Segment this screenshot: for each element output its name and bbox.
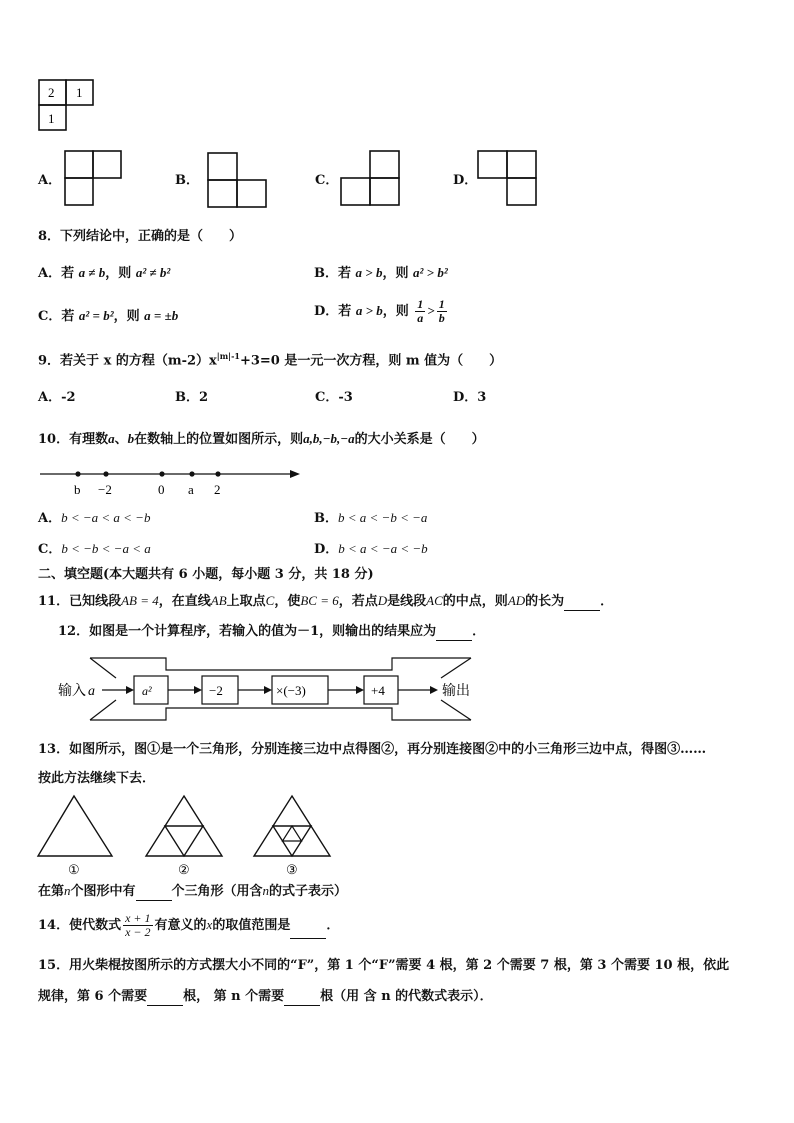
- q15-answer-blank-1: [147, 991, 183, 1006]
- box-minus2: −2: [209, 683, 223, 698]
- figure-label-2: ②: [178, 862, 190, 877]
- q7-option-d-label: D．: [453, 173, 478, 188]
- q13-answer-blank: [136, 886, 172, 901]
- q15-line2: 规律，第 6 个需要 根， 第 n 个需要 根（用 含 n 的代数式表示）．: [38, 989, 493, 1004]
- q10-option-c: C．b < −b < −a < a: [38, 541, 151, 557]
- axis-label-0: 0: [158, 482, 165, 497]
- q10-option-b: B．b < a < −b < −a: [314, 510, 428, 526]
- fraction-1-over-b: $\frac{1}{b}$: [438, 297, 445, 325]
- q8-option-b: B．若 a > b，则 a² > b²: [314, 265, 448, 281]
- q7-option-d-figure: [477, 150, 539, 208]
- input-label: 输入: [58, 684, 86, 699]
- q8-option-d: D．若 a > b，则 $\frac{1}{a}$ > $\frac{1}{b}$: [314, 297, 445, 325]
- q8-stem: 8．下列结论中，正确的是（ ）: [38, 229, 243, 244]
- q8-option-c: C．若 a² = b²，则 a = ±b: [38, 308, 179, 324]
- q15-answer-blank-2: [284, 991, 320, 1006]
- triangle-figures: [36, 794, 336, 878]
- output-label: 输出: [442, 684, 470, 699]
- q15-line1: 15．用火柴棍按图所示的方式摆大小不同的“F”，第 1 个“F”需要 4 根，第 2 个需要 7 根，第 3 个需要 10 根，依此: [38, 958, 730, 973]
- cell-c: 1: [48, 111, 55, 126]
- cell-a: 2: [48, 85, 55, 100]
- figure-label-1: ①: [68, 862, 80, 877]
- top-grid-figure: [38, 79, 98, 133]
- fraction-1-over-a: $\frac{1}{a}$: [417, 297, 424, 325]
- input-var: a: [88, 684, 95, 699]
- q9-option-c: C．-3: [315, 390, 353, 405]
- q13-line2: 按此方法继续下去．: [38, 771, 156, 786]
- axis-label-b: b: [74, 482, 81, 497]
- q9-option-d: D．3: [453, 390, 487, 405]
- q7-option-c-label: C．: [315, 173, 339, 188]
- q7-option-b-figure: [207, 152, 269, 210]
- q7-option-a-label: A．: [38, 173, 62, 188]
- q13-line1: 13．如图所示，图①是一个三角形，分别连接三边中点得图②，再分别连接图②中的小三角形三边中点，得图③……: [38, 742, 707, 757]
- q12-stem: 12．如图是一个计算程序，若输入的值为－1，则输出的结果应为 ．: [58, 624, 486, 639]
- q11-stem: 11．已知线段AB = 4，在直线AB上取点C，使BC = 6，若点D是线段AC的中点，则AD的长为 ．: [38, 593, 614, 609]
- section-2-heading: 二、填空题(本大题共有 6 小题，每小题 3 分，共 18 分): [38, 567, 374, 582]
- cell-b: 1: [76, 85, 83, 100]
- q10-option-d: D．b < a < −a < −b: [314, 541, 428, 557]
- q10-option-a: A．b < −a < a < −b: [38, 510, 151, 526]
- q7-option-a-figure: [64, 150, 124, 208]
- box-times-neg3: ×(−3): [276, 683, 306, 698]
- box-square: a²: [142, 684, 152, 698]
- axis-label-2: 2: [214, 482, 221, 497]
- q8-option-a: A．若 a ≠ b，则 a² ≠ b²: [38, 265, 171, 281]
- q10-stem: 10．有理数a、b在数轴上的位置如图所示，则a,b,−b,−a的大小关系是（ ）: [38, 431, 485, 447]
- q9-option-a: A．-2: [38, 390, 76, 405]
- q9-stem: 9．若关于 x 的方程$(m-2)x^{|m|-1}+3=0$ 是一元一次方程，则 m 值为（ ）: [38, 351, 503, 369]
- q13-answer-line: 在第n个图形中有 个三角形（用含n的式子表示）: [38, 883, 348, 899]
- figure-label-3: ③: [286, 862, 298, 877]
- number-line: [38, 464, 308, 498]
- box-plus4: +4: [371, 683, 385, 698]
- q7-option-c-figure: [340, 150, 402, 208]
- q9-option-b: B．2: [175, 390, 209, 405]
- axis-label-a: a: [188, 482, 194, 497]
- q14-stem: 14．使代数式 $\frac{x + 1}{x - 2}$ 有意义的x的取值范围是 ．: [38, 911, 340, 939]
- q14-answer-blank: [290, 924, 326, 939]
- q7-option-b-label: B．: [175, 173, 199, 188]
- calc-program-diagram: [56, 656, 476, 724]
- q12-answer-blank: [436, 626, 472, 641]
- q11-answer-blank: [564, 596, 600, 611]
- axis-label-neg2: −2: [98, 482, 112, 497]
- q14-fraction: $\frac{x + 1}{x - 2}$: [125, 911, 151, 939]
